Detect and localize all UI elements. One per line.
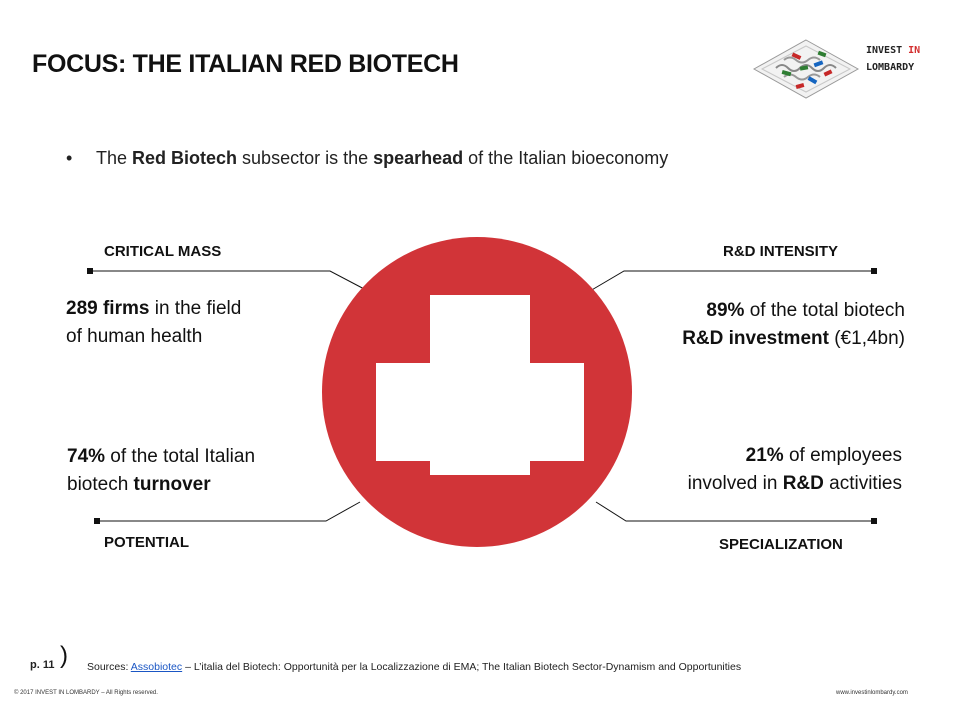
bullet-dot-icon: • — [66, 148, 73, 168]
white-cross-horizontal — [376, 363, 584, 461]
label-specialization: SPECIALIZATION — [719, 536, 843, 553]
connector-dot-bottom-left — [94, 518, 100, 524]
assobiotec-link[interactable]: Assobiotec — [130, 661, 183, 673]
text-rd-intensity: 89% of the total biotech R&D investment (€1,4bn) — [682, 300, 905, 349]
logo-text-in: IN — [908, 45, 921, 56]
connector-line-top-right — [590, 271, 874, 291]
page-title: FOCUS: THE ITALIAN RED BIOTECH — [32, 50, 459, 78]
text-specialization: 21% of employees involved in R&D activities — [687, 445, 902, 494]
connector-dot-bottom-right — [871, 518, 877, 524]
connector-dot-top-right — [871, 268, 877, 274]
label-critical-mass: CRITICAL MASS — [104, 243, 222, 260]
label-rd-intensity: R&D INTENSITY — [723, 243, 839, 260]
logo-text-invest: INVEST — [866, 45, 909, 56]
connector-line-top-left — [90, 271, 368, 291]
connector-line-bottom-left — [97, 502, 360, 521]
intro-bullet: • The Red Biotech subsector is the spearhead of the Italian bioeconomy — [66, 148, 669, 168]
text-potential: 74% of the total Italian biotech turnover — [67, 446, 256, 495]
sources-note: Sources: Assobiotec – L’italia del Biotech: Opportunità per la Localizzazione di EMA; The Italian Biotech Sector-Dynamism and Opportunities — [87, 661, 742, 673]
text-critical-mass: 289 firms in the field of human health — [66, 298, 242, 347]
logo-text-lombardy: LOMBARDY — [866, 62, 915, 73]
connector-line-bottom-right — [596, 502, 874, 521]
connector-dot-top-left — [87, 268, 93, 274]
copyright-notice: © 2017 INVEST IN LOMBARDY – All Rights reserved. — [14, 690, 158, 696]
website-link[interactable]: www.investinlombardy.com — [836, 690, 908, 696]
label-potential: POTENTIAL — [104, 534, 189, 551]
page-number-bracket: ) — [60, 642, 68, 669]
page-number: p. 11 — [30, 659, 55, 671]
